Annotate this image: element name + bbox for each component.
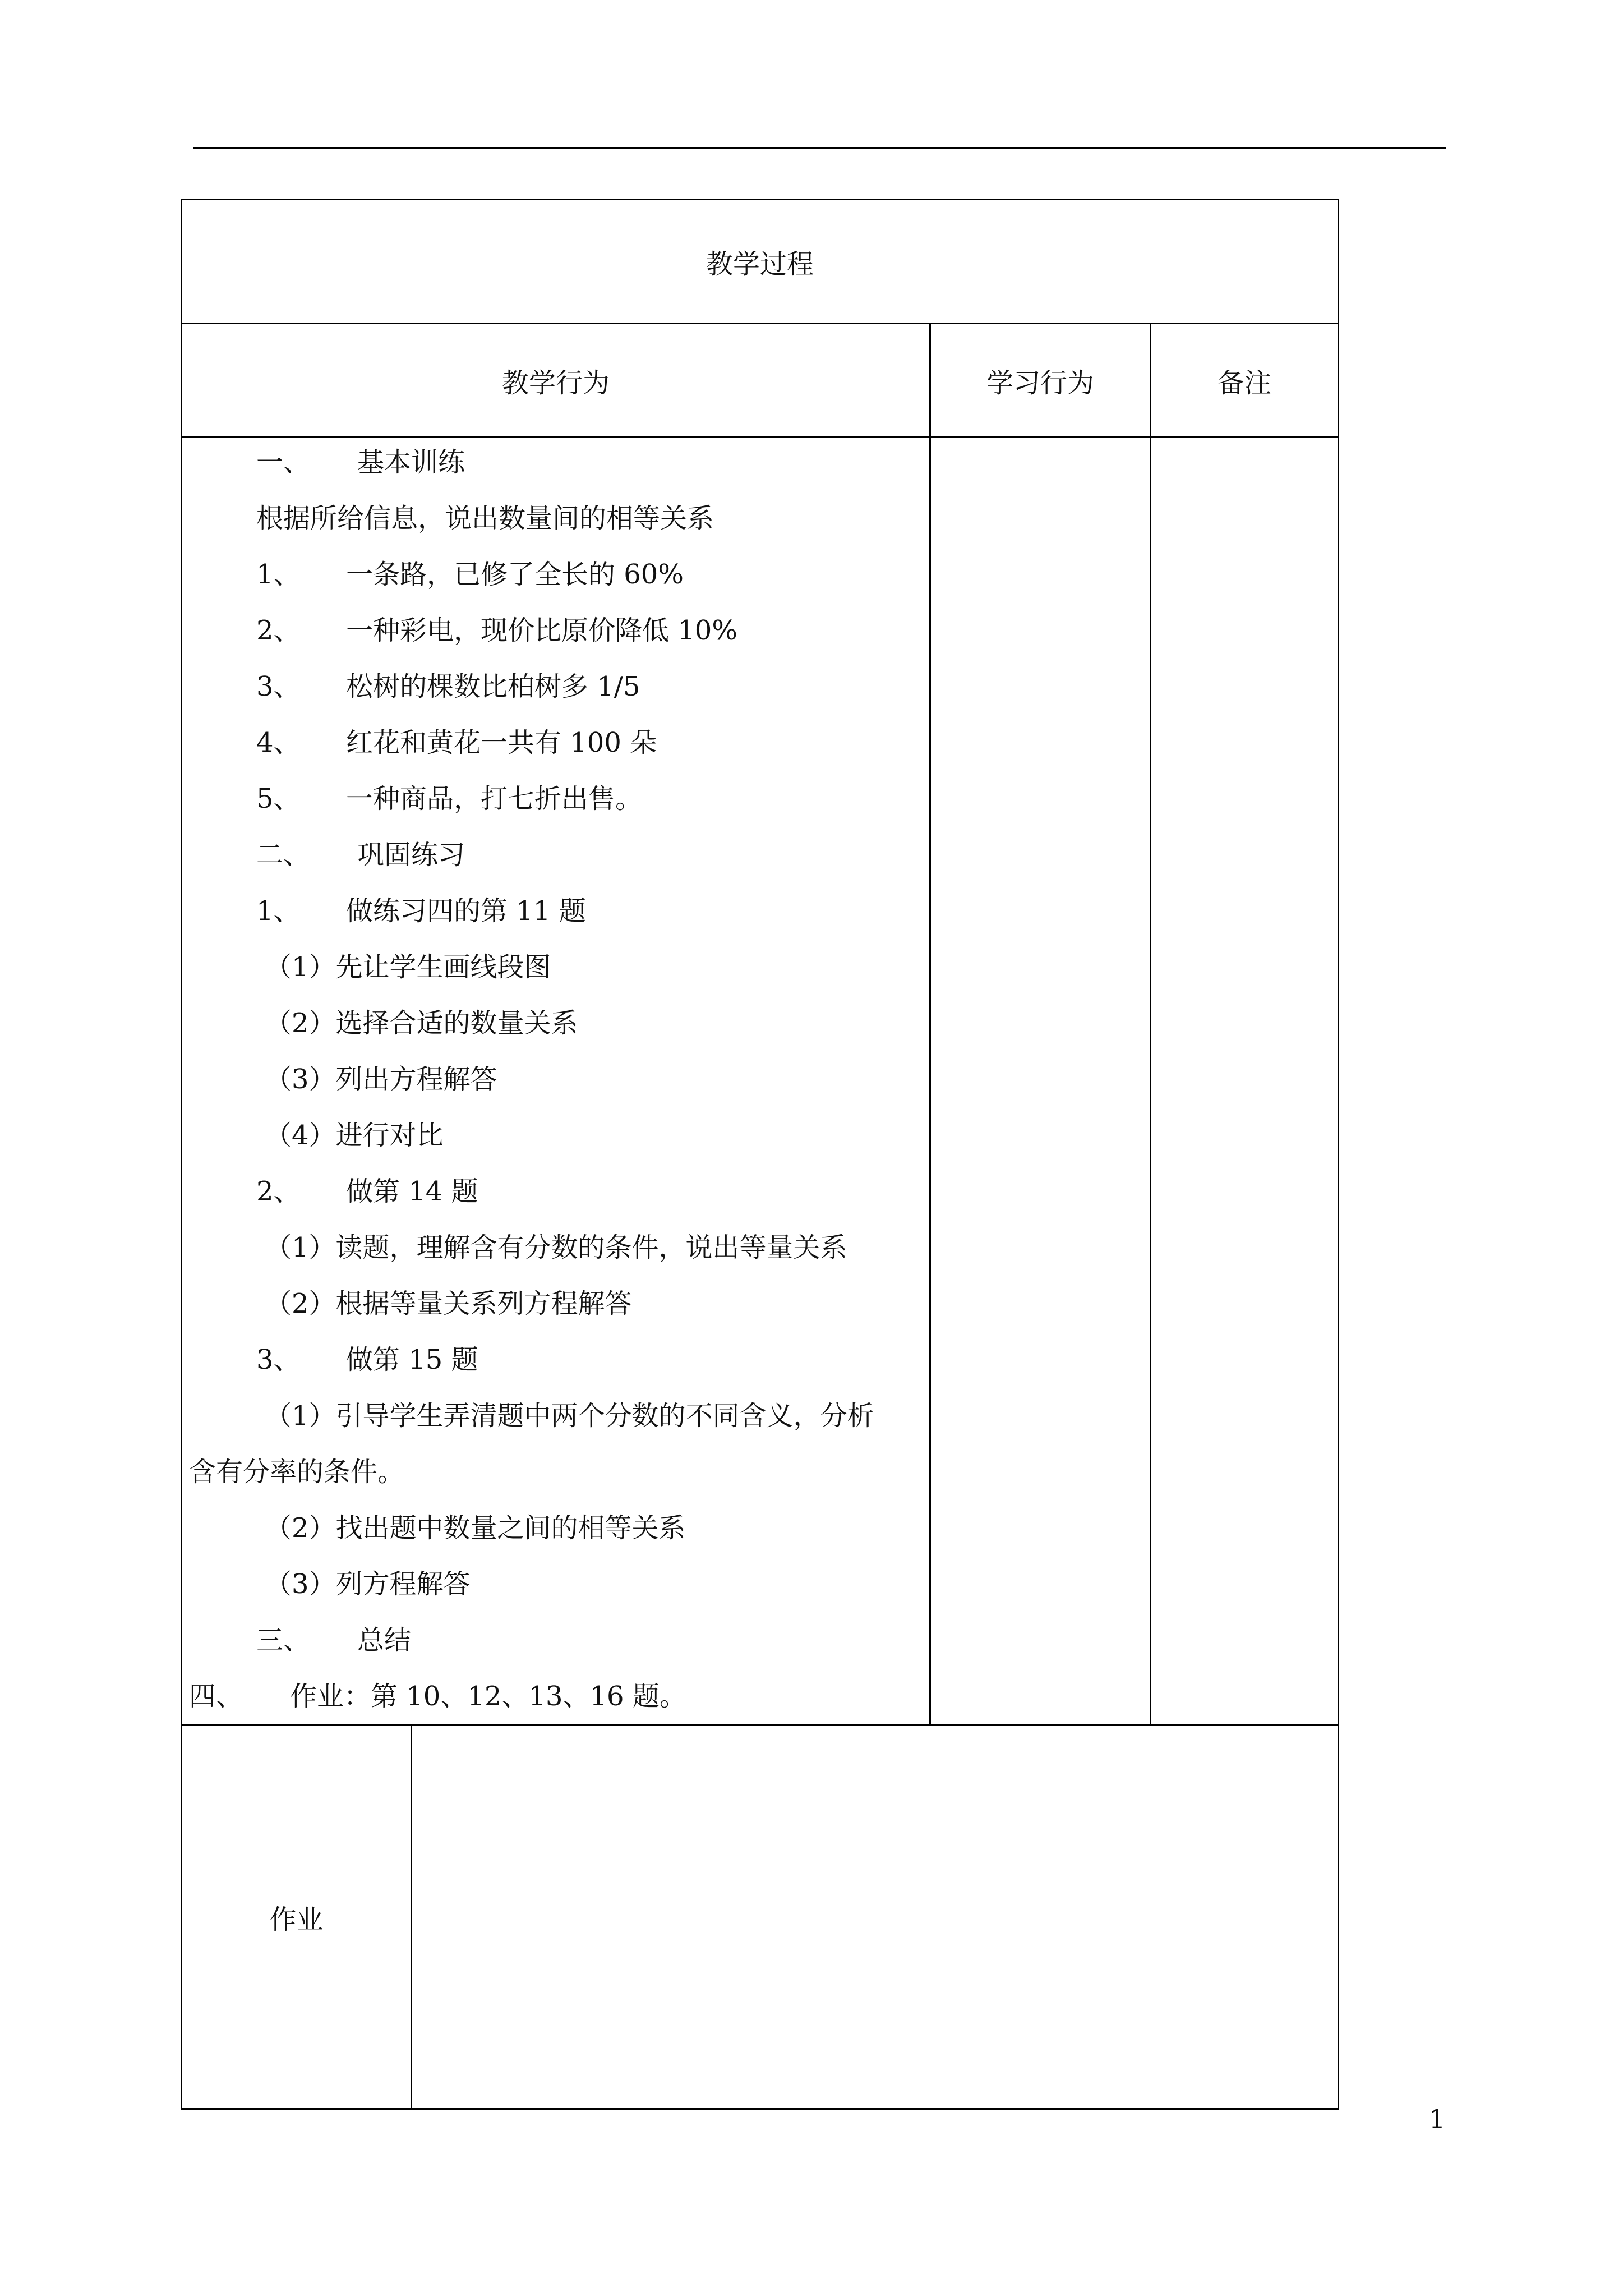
item-text: 做练习四的第 11 题 <box>346 895 586 927</box>
sub-item <box>189 939 912 995</box>
item-number: 一、 <box>256 447 311 478</box>
item-text: 红花和黄花一共有 100 朵 <box>346 727 657 758</box>
homework-label-cell <box>181 1724 412 2110</box>
item-text: 基本训练 <box>357 447 465 478</box>
item-text: 做第 14 题 <box>346 1176 478 1207</box>
list-item <box>189 659 912 715</box>
item-text: 巩固练习 <box>357 839 465 871</box>
item-text: 根据所给信息，说出数量间的相等关系 <box>256 503 714 534</box>
sub-item <box>189 1276 912 1332</box>
item-text: （2）根据等量关系列方程解答 <box>265 1288 632 1319</box>
column-header-learning <box>929 323 1151 438</box>
item-number: 四、 <box>189 1681 243 1712</box>
header-rule <box>193 147 1446 149</box>
item-number: 2、 <box>256 1176 301 1207</box>
item-text: （1）读题，理解含有分数的条件，说出等量关系 <box>265 1232 847 1263</box>
teaching-content <box>189 434 912 1724</box>
item-number: 二、 <box>256 839 311 871</box>
item-text: 总结 <box>357 1625 412 1656</box>
item-text: （1）引导学生弄清题中两个分数的不同含义，分析 <box>265 1400 874 1432</box>
homework-label: 作业 <box>269 1903 324 1935</box>
item-number: 4、 <box>256 727 301 758</box>
list-item <box>189 715 912 771</box>
homework-content-cell <box>411 1724 1339 2110</box>
column-header-learning-text: 学习行为 <box>986 367 1094 399</box>
column-header-teaching-text: 教学行为 <box>501 367 610 399</box>
sub-item <box>189 1556 912 1612</box>
sub-item <box>189 1500 912 1556</box>
list-item <box>189 883 912 939</box>
item-text: 含有分率的条件。 <box>189 1456 405 1488</box>
item-text: 做第 15 题 <box>346 1344 478 1375</box>
item-text: （1）先让学生画线段图 <box>265 951 551 983</box>
item-text: （3）列方程解答 <box>265 1568 471 1600</box>
item-text: 松树的棵数比柏树多 1/5 <box>346 671 640 702</box>
item-number: 2、 <box>256 615 301 646</box>
item-text: 作业：第 10、12、13、16 题。 <box>290 1681 686 1712</box>
column-header-teaching <box>181 323 931 438</box>
section-heading <box>189 434 912 490</box>
item-number: 三、 <box>256 1625 311 1656</box>
section-heading <box>189 1668 912 1724</box>
lesson-table <box>181 199 1339 2110</box>
learning-content-cell <box>929 436 1151 1726</box>
sub-item-continuation <box>189 1444 912 1500</box>
item-text: （4）进行对比 <box>265 1120 444 1151</box>
list-item <box>189 771 912 827</box>
sub-item <box>189 1388 912 1444</box>
column-header-remarks-text: 备注 <box>1217 367 1271 399</box>
sub-item <box>189 995 912 1051</box>
item-number: 3、 <box>256 1344 301 1375</box>
item-number: 1、 <box>256 895 301 927</box>
table-title-text: 教学过程 <box>706 248 814 280</box>
item-text: （3）列出方程解答 <box>265 1064 497 1095</box>
item-text: 一种彩电，现价比原价降低 10% <box>346 615 737 646</box>
item-number: 3、 <box>256 671 301 702</box>
item-number: 1、 <box>256 559 301 590</box>
item-text: （2）选择合适的数量关系 <box>265 1007 578 1039</box>
item-text: 一种商品，打七折出售。 <box>346 783 643 815</box>
column-header-remarks <box>1150 323 1339 438</box>
list-item <box>189 546 912 602</box>
section-heading <box>189 827 912 883</box>
item-text: （2）找出题中数量之间的相等关系 <box>265 1512 686 1544</box>
sub-item <box>189 1107 912 1163</box>
table-title <box>181 199 1339 324</box>
sub-item <box>189 1051 912 1107</box>
item-number: 5、 <box>256 783 301 815</box>
list-item <box>189 1163 912 1220</box>
paragraph <box>189 490 912 546</box>
list-item <box>189 1332 912 1388</box>
page-number: 1 <box>1429 2104 1446 2134</box>
item-text: 一条路，已修了全长的 60% <box>346 559 684 590</box>
list-item <box>189 602 912 659</box>
remarks-content-cell <box>1150 436 1339 1726</box>
sub-item <box>189 1220 912 1276</box>
section-heading <box>189 1612 912 1668</box>
